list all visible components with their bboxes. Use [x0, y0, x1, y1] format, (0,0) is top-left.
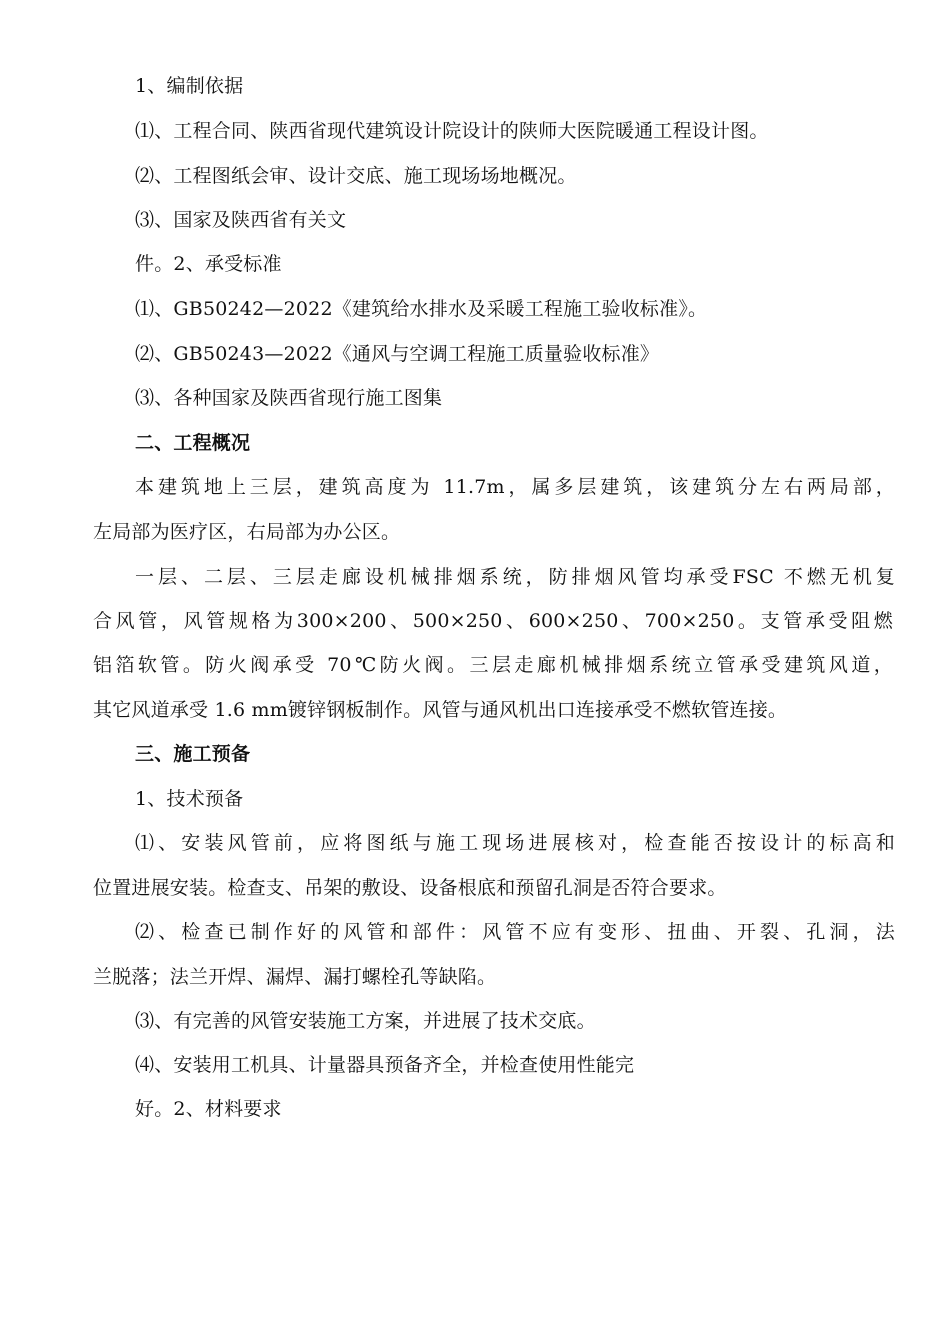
paragraph-technical-item-1-line-1: ⑴、安装风管前，应将图纸与施工现场进展核对，检查能否按设计的标高和	[135, 832, 895, 854]
paragraph-standard-item-1: ⑴、GB50242—2022《建筑给水排水及采暖工程施工验收标准》。	[135, 298, 708, 320]
paragraph-basis-heading: 1、编制依据	[135, 75, 244, 97]
paragraph-technical-item-2-line-1: ⑵、检查已制作好的风管和部件：风管不应有变形、扭曲、开裂、孔洞，法	[135, 921, 895, 943]
section-heading-project-overview: 二、工程概况	[135, 432, 251, 454]
paragraph-basis-item-2: ⑵、工程图纸会审、设计交底、施工现场场地概况。	[135, 165, 577, 187]
paragraph-basis-item-1: ⑴、工程合同、陕西省现代建筑设计院设计的陕师大医院暖通工程设计图。	[135, 120, 769, 142]
paragraph-overview-line-2: 左局部为医疗区，右局部为办公区。	[93, 521, 401, 543]
paragraph-smoke-exhaust-line-2: 合风管，风管规格为300×200、500×250、600×250、700×250。支管承受阻燃	[93, 610, 893, 632]
paragraph-technical-item-1-line-2: 位置进展安装。检查支、吊架的敷设、设备根底和预留孔洞是否符合要求。	[93, 877, 727, 899]
paragraph-technical-item-2-line-2: 兰脱落；法兰开焊、漏焊、漏打螺栓孔等缺陷。	[93, 966, 497, 988]
paragraph-standard-item-2: ⑵、GB50243—2022《通风与空调工程施工质量验收标准》	[135, 343, 660, 365]
paragraph-material-requirements-heading: 好。2、材料要求	[135, 1098, 282, 1120]
paragraph-technical-item-3: ⑶、有完善的风管安装施工方案，并进展了技术交底。	[135, 1010, 596, 1032]
paragraph-standards-heading: 件。2、承受标准	[135, 253, 282, 275]
paragraph-standard-item-3: ⑶、各种国家及陕西省现行施工图集	[135, 387, 443, 409]
paragraph-technical-preparation-heading: 1、技术预备	[135, 788, 244, 810]
section-heading-construction-preparation: 三、施工预备	[135, 743, 251, 765]
paragraph-smoke-exhaust-line-1: 一层、二层、三层走廊设机械排烟系统，防排烟风管均承受FSC 不燃无机复	[135, 566, 895, 588]
paragraph-basis-item-3: ⑶、国家及陕西省有关文	[135, 209, 347, 231]
paragraph-smoke-exhaust-line-4: 其它风道承受 1.6 mm镀锌钢板制作。风管与通风机出口连接承受不燃软管连接。	[93, 699, 788, 721]
paragraph-smoke-exhaust-line-3: 铝箔软管。防火阀承受 70℃防火阀。三层走廊机械排烟系统立管承受建筑风道，	[93, 654, 893, 676]
paragraph-overview-line-1: 本建筑地上三层，建筑高度为 11.7m，属多层建筑，该建筑分左右两局部，	[135, 476, 895, 498]
paragraph-technical-item-4: ⑷、安装用工机具、计量器具预备齐全，并检查使用性能完	[135, 1054, 635, 1076]
